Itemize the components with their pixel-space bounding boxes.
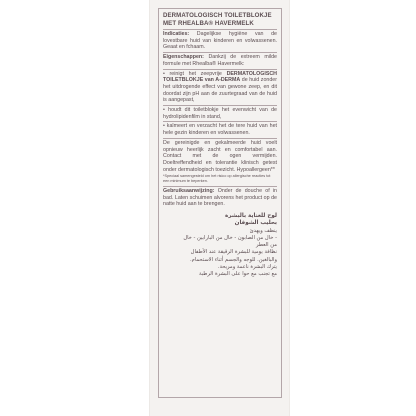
usage-text: Onder de douche of in bad. Laten schuimen alvorens het product op de natte huid aan te brengen.	[163, 187, 277, 208]
properties-paragraph: De gereinigde en gekalmeerde huid voelt opnieuw heerlijk zacht en comfortabel aan. Contact met de ogen vermijden. Doeltreffendheid en tolerantie klinisch getest onder dermatologisch toezicht. Hypoallergeen**	[163, 139, 277, 173]
label-border-box	[158, 8, 282, 398]
properties-label: Eigenschappen:	[163, 54, 204, 61]
divider	[163, 52, 277, 53]
divider	[163, 69, 277, 70]
divider	[163, 29, 277, 30]
property-bullet-1-text: de huid zonder het uitdrogende effect van gewone zeep, en dit doordat zijn pH aan de zuurtegraad van de huid is aangepast,	[163, 77, 277, 104]
arabic-line-2: - خال من الصابون - خال من البارابين - خال	[183, 235, 277, 242]
property-bullet-1-brand: DERMATOLOGISCH TOILETBLOKJE van A-DERMA	[163, 70, 277, 84]
properties-section	[163, 54, 277, 67]
arabic-line-1: ينظف ويهدئ	[249, 227, 277, 234]
usage-section	[163, 188, 277, 208]
product-title-line-1: DERMATOLOGISCH TOILETBLOKJE	[163, 12, 272, 19]
product-label-panel	[149, 0, 290, 416]
indications-label: Indicaties:	[163, 31, 190, 37]
arabic-line-5: والبالغين. للوجه والجسم أثناء الاستحمام.	[189, 256, 277, 263]
arabic-title-line-2: بحليب الشوفان	[234, 220, 277, 227]
property-bullet-2: • houdt dit toiletblokje het evenwicht van de hydrolipidenfilm in stand,	[163, 107, 277, 120]
properties-intro: Dankzij de extreem milde formule met Rhealba® Havermelk:	[163, 54, 277, 67]
indications-section	[163, 31, 277, 51]
property-bullet-3: • kalmeert en verzacht het de tere huid van het hele gezin kinderen en volwassenen.	[163, 123, 277, 137]
arabic-line-3: من العطر	[255, 242, 277, 249]
property-bullet-1-prefix: • reinigt het zeepvrije	[163, 70, 222, 77]
label-content	[163, 12, 277, 278]
divider	[163, 105, 277, 106]
product-title-line-2: MET RHEALBA® HAVERMELK	[163, 20, 254, 27]
arabic-title-line-1: لوح للعناية بالبشرة	[224, 213, 277, 220]
divider	[163, 121, 277, 122]
arabic-line-4: نظافة يومية للبشرة الرقيقة عند الأطفال	[190, 249, 277, 256]
arabic-line-7: مع تجنب مع حوا على البشرة الرطبة	[198, 271, 277, 278]
arabic-line-6: يترك البشرة ناعمة ومريحة.	[217, 263, 277, 270]
divider	[163, 138, 277, 139]
properties-footnote: *Speciaal samengesteld om het risico op allergische reacties tot een minimum te beperken.	[163, 174, 271, 184]
indications-text: Dagelijkse hygiëne van de lovestbare huid van kinderen en volwassenen. Geaat en fchaam.	[163, 31, 277, 51]
property-bullet-1	[163, 71, 277, 105]
usage-label: Gebruiksaanwijzing:	[163, 187, 215, 194]
product-title	[163, 12, 277, 28]
divider	[163, 186, 277, 187]
